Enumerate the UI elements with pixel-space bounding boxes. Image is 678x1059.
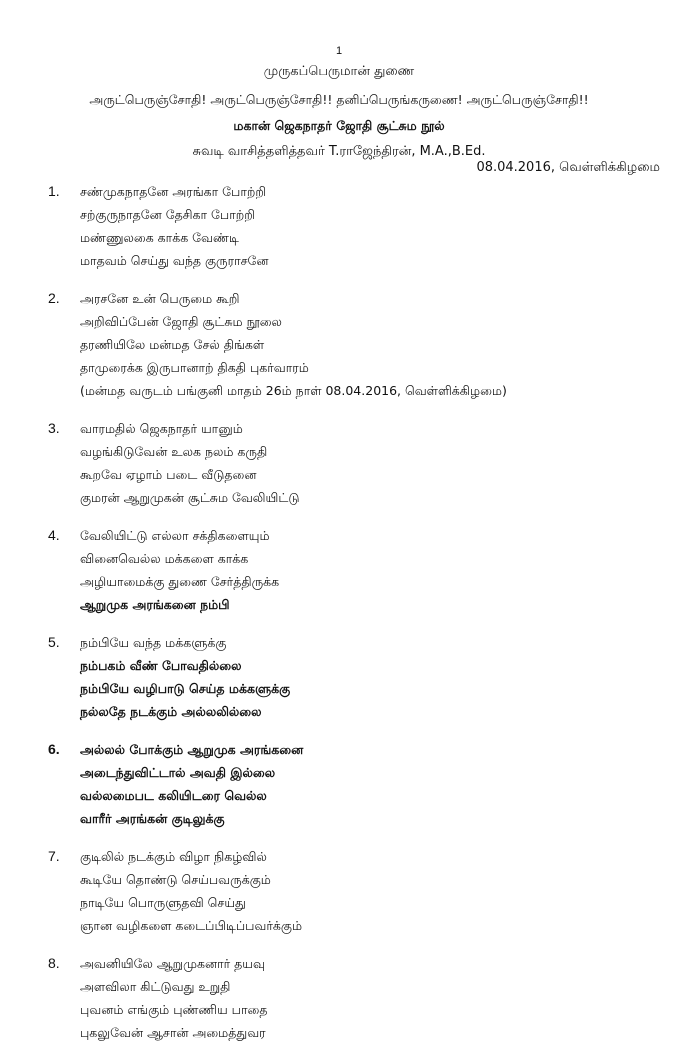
page-number: 1 <box>335 45 343 57</box>
verse-number: 4. <box>48 527 60 543</box>
verse-6 <box>0 738 678 830</box>
verse-number: 5. <box>48 634 60 650</box>
verse-line: அறிவிப்பேன் ஜோதி சூட்சும நூலை <box>80 314 282 329</box>
verse-8 <box>0 952 678 1044</box>
verse-line: அல்லல் போக்கும் ஆறுமுக அரங்கனை <box>80 742 304 757</box>
verse-number: 7. <box>48 848 60 864</box>
verse-2 <box>0 287 678 402</box>
author-line: சுவடி வாசித்தளித்தவர் T.ராஜேந்திரன், M.A.,B.Ed. <box>192 144 486 159</box>
verse-line: அடைந்துவிட்டால் அவதி இல்லை <box>80 765 276 780</box>
verse-number: 3. <box>48 420 60 436</box>
verse-line: வல்லமைபட கலியிடரை வெல்ல <box>80 788 267 803</box>
verse-date-note: (மன்மத வருடம் பங்குனி மாதம் 26ம் நாள் 08.04.2016, வெள்ளிக்கிழமை) <box>80 383 507 398</box>
verse-1 <box>0 180 678 272</box>
verse-line: குடிலில் நடக்கும் விழா நிகழ்வில் <box>80 849 267 864</box>
verse-line: நம்பகம் வீண் போவதில்லை <box>80 658 242 673</box>
verse-3 <box>0 417 678 509</box>
verse-number: 1. <box>48 183 60 199</box>
verse-line: தாமுரைக்க இருபானாற் திகதி புகர்வாரம் <box>80 360 309 375</box>
verse-line: சற்குருநாதனே தேசிகா போற்றி <box>80 207 255 222</box>
verse-number: 6. <box>48 741 60 757</box>
verse-line: புகலுவேன் ஆசான் அமைத்துவர <box>80 1025 266 1040</box>
verse-5 <box>0 631 678 723</box>
verse-line: தரணியிலே மன்மத சேல் திங்கள் <box>80 337 265 352</box>
verse-line: வழங்கிடுவேன் உலக நலம் கருதி <box>80 444 268 459</box>
verse-line: நாடியே பொருளுதவி செய்து <box>80 895 246 910</box>
praise-line: அருட்பெருஞ்சோதி! அருட்பெருஞ்சோதி!! தனிப்பெருங்கருணை! அருட்பெருஞ்சோதி!! <box>89 92 589 107</box>
invocation-line: முருகப்பெருமான் துணை <box>263 64 415 79</box>
document-title: மகான் ஜெகநாதர் ஜோதி சூட்சும நூல் <box>233 118 445 133</box>
verse-line: வாரீர் அரங்கன் குடிலுக்கு <box>80 811 225 826</box>
verse-line: வாரமதில் ஜெகநாதர் யானும் <box>80 421 243 436</box>
verse-number: 2. <box>48 290 60 306</box>
verse-4 <box>0 524 678 616</box>
verse-line: குமரன் ஆறுமுகன் சூட்சும வேலியிட்டு <box>80 490 300 505</box>
verse-line: அழியாமைக்கு துணை சேர்த்திருக்க <box>80 574 280 589</box>
verse-line: கூடியே தொண்டு செய்பவருக்கும் <box>80 872 271 887</box>
verse-line: நம்பியே வந்த மக்களுக்கு <box>80 635 227 650</box>
verse-line: மாதவம் செய்து வந்த குருராசனே <box>80 253 269 268</box>
verse-list <box>0 180 678 1059</box>
verse-line: ஆறுமுக அரங்கனை நம்பி <box>80 597 230 612</box>
verse-line: நம்பியே வழிபாடு செய்த மக்களுக்கு <box>80 681 291 696</box>
verse-line: அவனியிலே ஆறுமுகனார் தயவு <box>80 956 265 971</box>
verse-line: வேலியிட்டு எல்லா சக்திகளையும் <box>80 528 270 543</box>
verse-line: சண்முகநாதனே அரங்கா போற்றி <box>80 184 267 199</box>
date-line: 08.04.2016, வெள்ளிக்கிழமை <box>476 160 660 175</box>
verse-number: 8. <box>48 955 60 971</box>
verse-line: வினைவெல்ல மக்களை காக்க <box>80 551 249 566</box>
verse-line: நல்லதே நடக்கும் அல்லலில்லை <box>80 704 262 719</box>
verse-line: அரசனே உன் பெருமை கூறி <box>80 291 240 306</box>
verse-line: புவனம் எங்கும் புண்ணிய பாதை <box>80 1002 268 1017</box>
verse-line: மண்ணுலகை காக்க வேண்டி <box>80 230 239 245</box>
verse-line: கூறவே ஏழாம் படை வீடுதனை <box>80 467 257 482</box>
verse-line: ஞான வழிகளை கடைப்பிடிப்பவர்க்கும் <box>80 918 303 933</box>
verse-line: அளவிலா கிட்டுவது உறுதி <box>80 979 231 994</box>
verse-7 <box>0 845 678 937</box>
